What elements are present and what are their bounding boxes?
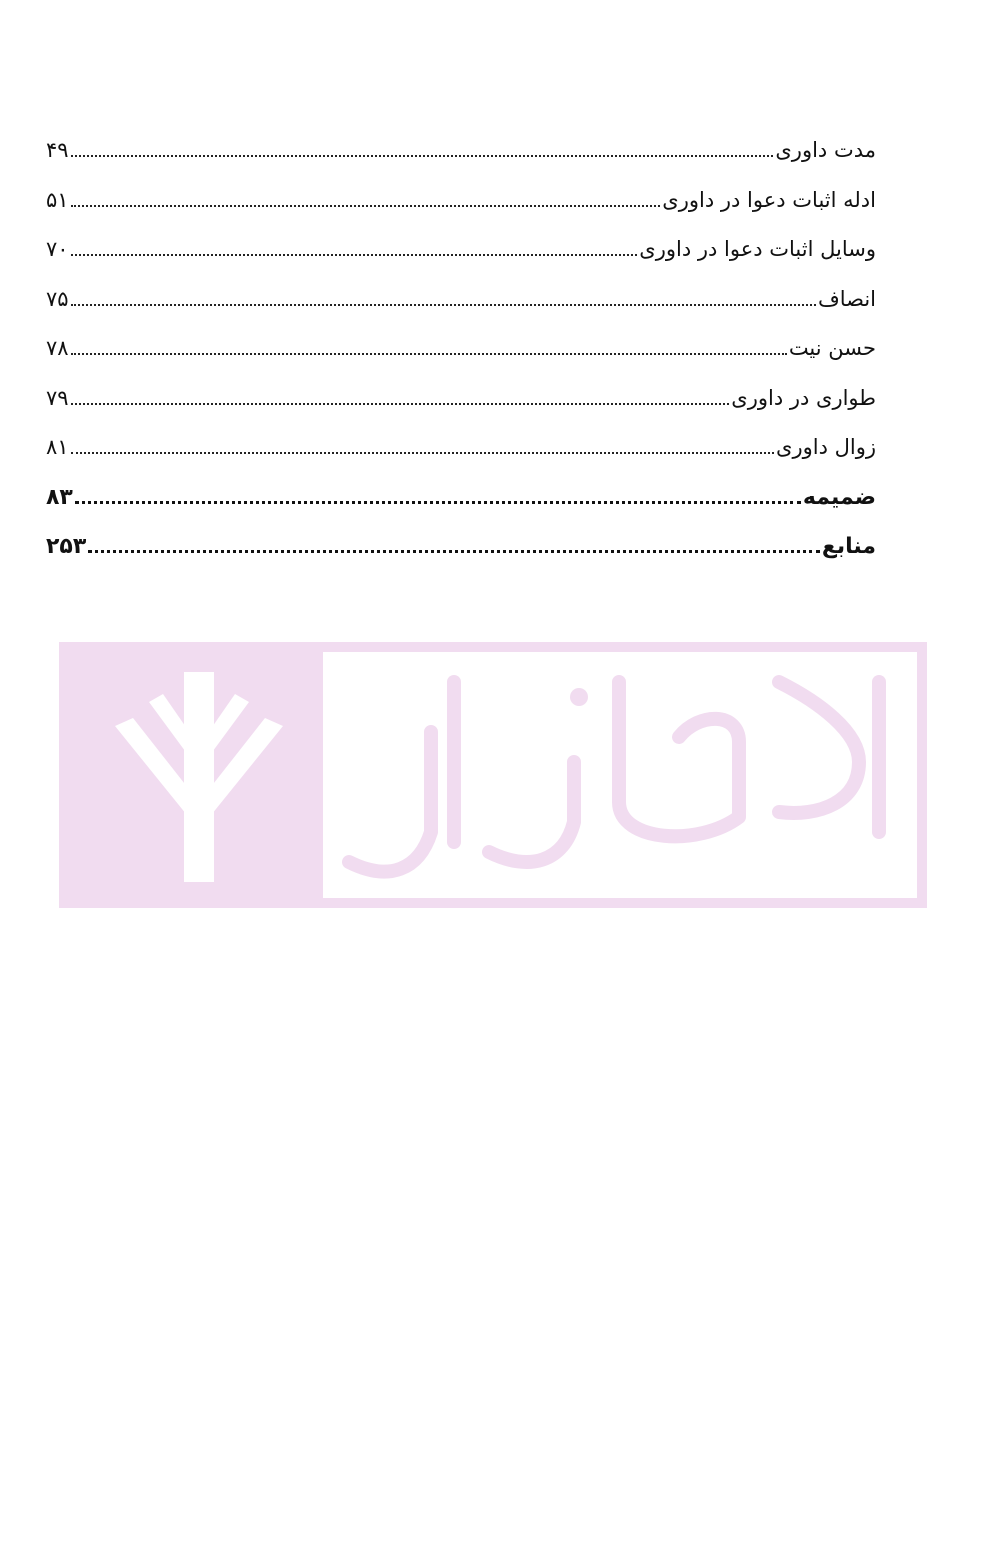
toc-entry-title: انصاف bbox=[817, 286, 876, 311]
toc-entry[interactable] bbox=[46, 237, 876, 287]
toc-leader-dots bbox=[71, 402, 730, 405]
toc-entry[interactable] bbox=[46, 386, 876, 436]
toc-entry-page: ۷۰ bbox=[46, 237, 69, 261]
toc-entry-page: ۴۹ bbox=[46, 138, 69, 162]
toc-leader-dots bbox=[71, 204, 661, 207]
toc-entry[interactable] bbox=[46, 435, 876, 485]
toc-entry-bold[interactable] bbox=[46, 534, 876, 584]
toc-leader-dots bbox=[88, 549, 820, 553]
toc-leader-dots bbox=[71, 253, 638, 256]
toc-entry-title: وسایل اثبات دعوا در داوری bbox=[639, 237, 876, 261]
toc-leader-dots bbox=[71, 154, 774, 157]
toc-leader-dots bbox=[71, 303, 816, 306]
toc-entry-title: منابع bbox=[821, 534, 876, 559]
toc-entry-page: ۸۳ bbox=[46, 484, 73, 510]
toc-entry[interactable] bbox=[46, 336, 876, 386]
toc-leader-dots bbox=[71, 451, 774, 454]
toc-leader-dots bbox=[71, 352, 787, 355]
toc-entry-page: ۵۱ bbox=[46, 187, 69, 212]
toc-entry-page: ۷۹ bbox=[46, 385, 69, 410]
toc-entry-title: حسن نیت bbox=[788, 336, 876, 360]
toc-entry[interactable] bbox=[46, 287, 876, 337]
toc-entry-title: مدت داوری bbox=[775, 138, 876, 162]
toc-entry-page: ۲۵۳ bbox=[46, 534, 87, 559]
publisher-watermark bbox=[59, 642, 927, 908]
table-of-contents bbox=[46, 138, 876, 584]
toc-leader-dots bbox=[75, 500, 801, 504]
toc-entry[interactable] bbox=[46, 138, 876, 188]
toc-entry-page: ۸۱ bbox=[46, 435, 69, 459]
watermark-logo bbox=[59, 642, 927, 908]
toc-entry-title: طواری در داوری bbox=[731, 385, 876, 410]
toc-entry-bold[interactable] bbox=[46, 485, 876, 535]
toc-entry[interactable] bbox=[46, 188, 876, 238]
toc-entry-title: زوال داوری bbox=[776, 435, 876, 459]
toc-entry-title: ضمیمه bbox=[802, 484, 876, 510]
toc-entry-page: ۷۸ bbox=[46, 336, 69, 360]
toc-entry-page: ۷۵ bbox=[46, 286, 69, 311]
toc-entry-title: ادله اثبات دعوا در داوری bbox=[662, 187, 876, 212]
